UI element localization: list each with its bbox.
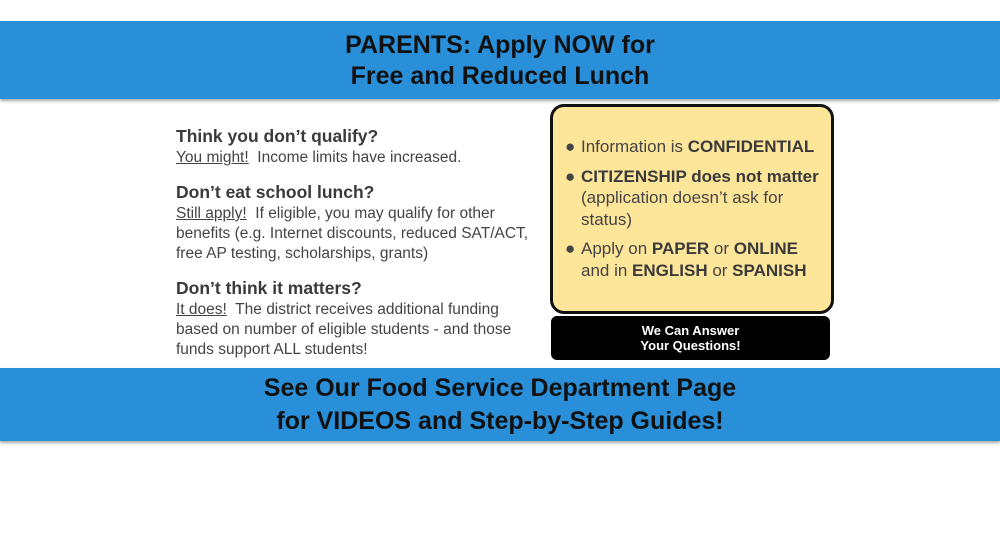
info-emphasis: ENGLISH <box>632 260 708 280</box>
info-box <box>550 104 834 314</box>
info-emphasis: CITIZENSHIP does not matter <box>581 166 819 186</box>
info-emphasis: CONFIDENTIAL <box>687 137 815 156</box>
faq-answer-text: The district receives additional funding based on number of eligible students - and those funds support ALL students! <box>176 301 516 358</box>
banner-title-line-2: Free and Reduced Lunch <box>350 62 650 90</box>
faq-item <box>176 180 536 264</box>
info-emphasis: PAPER <box>651 239 710 258</box>
info-emphasis: SPANISH <box>732 260 807 280</box>
top-banner <box>0 21 1000 99</box>
info-text: and in <box>581 260 633 280</box>
questions-button[interactable] <box>551 316 830 360</box>
info-text: or <box>707 260 733 280</box>
bullet-icon: ● <box>565 137 576 156</box>
info-item-citizenship <box>565 166 827 231</box>
bottom-banner[interactable] <box>0 368 1000 441</box>
info-list <box>565 136 827 289</box>
faq-answer <box>176 148 536 168</box>
info-item-confidential <box>565 136 827 158</box>
faq-answer <box>176 300 536 360</box>
bullet-icon: ● <box>565 166 576 186</box>
bullet-icon: ● <box>565 239 576 258</box>
cta-line-2: Your Questions! <box>640 338 741 353</box>
faq-question: Don’t think it matters? <box>176 278 362 298</box>
info-text: Information is <box>581 137 688 156</box>
faq-answer-lead: Still apply! <box>176 205 247 222</box>
faq-question: Don’t eat school lunch? <box>176 182 375 202</box>
banner-title-line-1: PARENTS: Apply NOW for <box>345 31 655 59</box>
faq-item <box>176 276 536 360</box>
info-emphasis: ONLINE <box>733 239 798 258</box>
info-text: Apply on <box>581 239 652 258</box>
bottom-banner-line-1: See Our Food Service Department Page <box>263 374 737 402</box>
info-item-apply <box>565 238 827 281</box>
info-text: or <box>709 239 734 258</box>
faq-answer-lead: It does! <box>176 301 227 318</box>
faq-answer-text: Income limits have increased. <box>248 149 462 166</box>
faq-question: Think you don’t qualify? <box>176 126 379 146</box>
faq-item <box>176 124 536 168</box>
faq-column <box>176 124 536 372</box>
bottom-banner-line-2: for VIDEOS and Step-by-Step Guides! <box>276 407 724 435</box>
info-text: (application doesn’t ask for status) <box>581 188 784 229</box>
faq-answer-lead: You might! <box>176 149 249 166</box>
faq-answer-text: If eligible, you may qualify for other benefits (e.g. Internet discounts, reduced SAT/ACT, free AP testing, scholarships, grants) <box>176 205 533 262</box>
cta-line-1: We Can Answer <box>641 323 740 338</box>
faq-answer <box>176 204 536 264</box>
